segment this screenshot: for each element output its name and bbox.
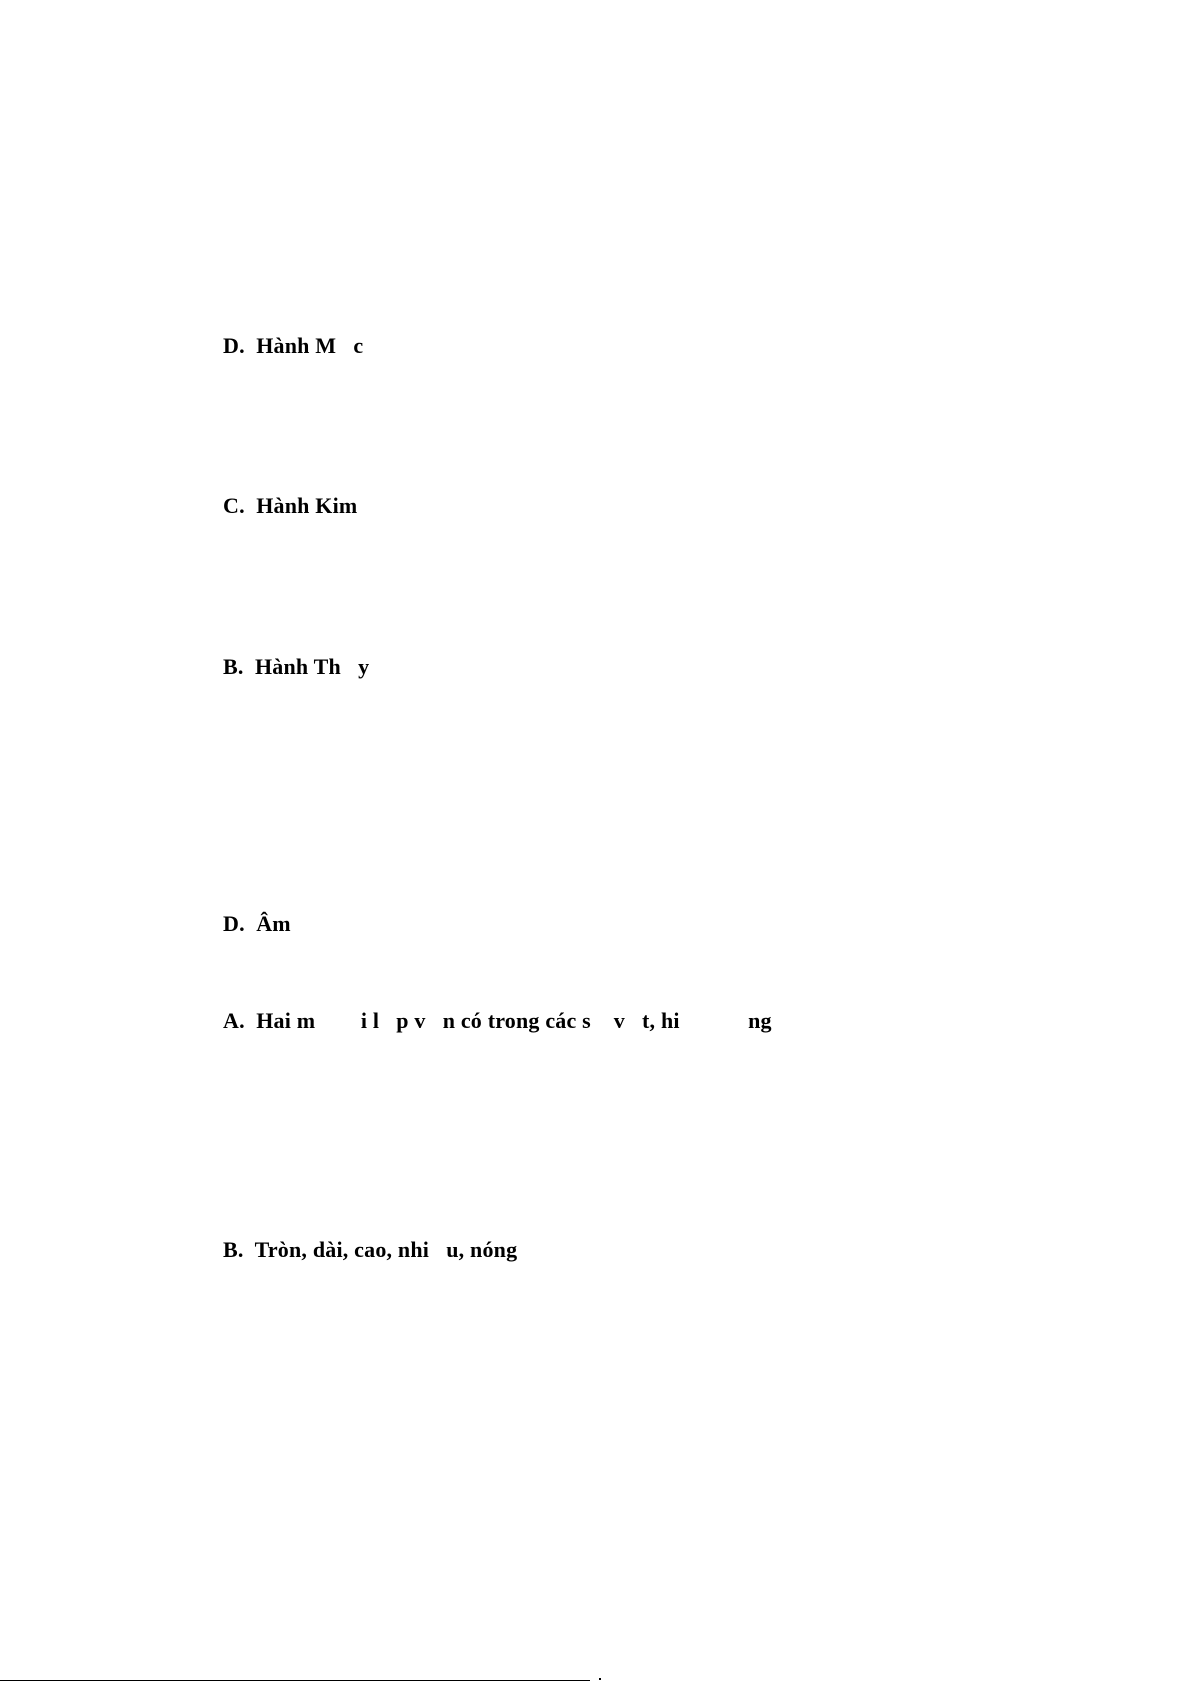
footer-mark bbox=[599, 1678, 601, 1680]
answer-option: B. Tròn, dài, cao, nhi u, nóng bbox=[223, 1237, 518, 1262]
answer-option: A. Hai m i l p v n có trong các s v t, hi ng bbox=[223, 1008, 772, 1033]
answer-option: B. Hành Th y bbox=[223, 654, 370, 679]
answer-option: D. Hành M c bbox=[223, 333, 364, 358]
footer-divider bbox=[0, 1680, 590, 1681]
answer-option: C. Hành Kim bbox=[223, 493, 358, 518]
answer-option: D. Âm bbox=[223, 911, 291, 936]
